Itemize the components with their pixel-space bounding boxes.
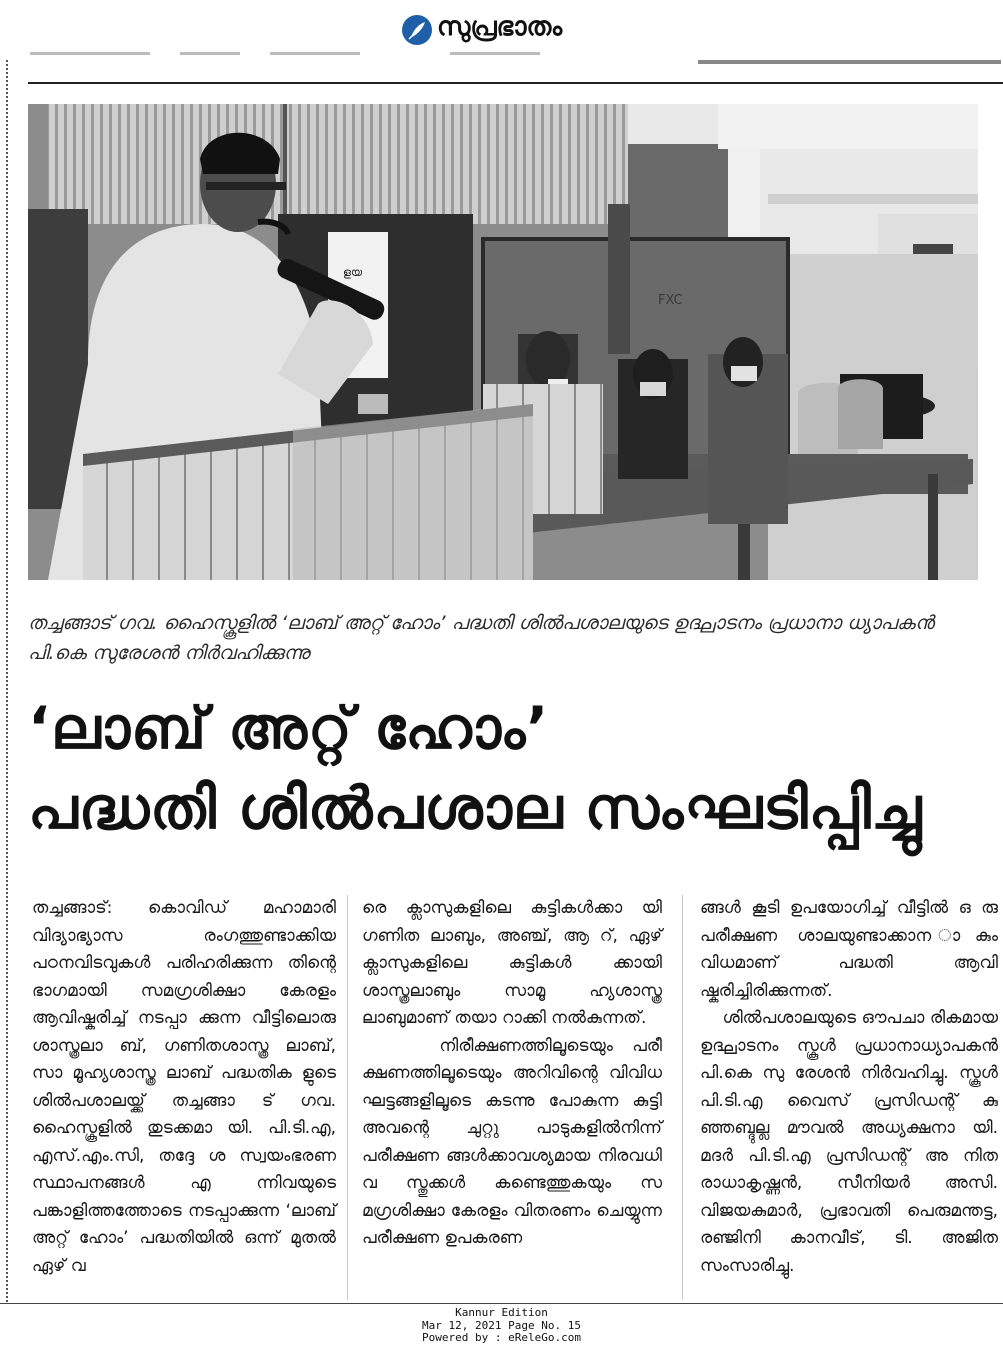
footer-date-page: Mar 12, 2021 Page No. 15	[422, 1318, 581, 1332]
headline	[28, 688, 996, 848]
sign-text: ളയ	[343, 266, 363, 279]
news-photo	[28, 104, 978, 580]
article-column-1: തച്ചങ്ങാട്: കൊവിഡ് മഹാമാരി വിദ്യാഭ്യാസ രംഗത്തുണ്ടാക്കിയ പഠനവിടവുകൾ പരിഹരിക്കുന്ന തിന്റെ ഭാഗമായി സമഗ്രശിക്ഷാ കേരളം ആവിഷ്കരിച്ച് നടപ്പാ ക്കുന്ന വീട്ടിലൊരു ശാസ്ത്രലാ ബ്, ഗണിതശാസ്ത്ര ലാബ്, സാ മൂഹ്യശാസ്ത്ര ലാബ് പദ്ധതിക ളുടെ ശിൽപശാലയ്ക്ക് തച്ചങ്ങാ ട് ഗവ. ഹൈസ്കൂളിൽ തുടക്കമാ യി. പി.ടി.എ, എസ്.എം.സി, തദ്ദേ ശ സ്വയംഭരണ സ്ഥാപനങ്ങൾ എ ന്നിവയുടെ പങ്കാളിത്തത്തോടെ നടപ്പാക്കുന്ന ‘ലാബ് അറ്റ് ഹോം’ പദ്ധതിയിൽ ഒന്ന് മുതൽ ഏഴ് വ	[32, 898, 342, 1276]
photo-caption: തച്ചങ്ങാട് ഗവ. ഹൈസ്കൂളിൽ ‘ലാബ് അറ്റ് ഹോം’ പദ്ധതി ശിൽപശാലയുടെ ഉദ്ഘാടനം പ്രധാനാ ധ്യാപകൻ പി.കെ സുരേശൻ നിർവഹിക്കുന്നു	[28, 612, 934, 664]
column-divider	[347, 895, 348, 1300]
footer	[0, 1307, 1003, 1345]
board-mark: FXC	[658, 293, 683, 308]
feather-pen-icon	[402, 15, 432, 45]
page-edge-dots	[6, 60, 8, 1302]
column-divider	[682, 895, 683, 1300]
header-bar	[698, 60, 1001, 64]
footer-powered-by[interactable]: Powered by : eReleGo.com	[422, 1331, 581, 1344]
top-rule	[28, 82, 1003, 84]
faint-header-strip	[30, 52, 670, 60]
bottom-rule	[0, 1303, 1003, 1304]
article-column-3: ങ്ങൾ കൂടി ഉപയോഗിച്ച് വീട്ടിൽ ഒ രു പരീക്ഷണ ശാലയുണ്ടാക്കാന ാകും വിധമാണ് പദ്ധതി ആവി ഷ്കരിച്ചിരിക്കുന്നത്. ശിൽപശാലയുടെ ഔപചാ രികമായ ഉദ്ഘാടനം സ്കൂൾ പ്രധാനാധ്യാപകൻ പി.കെ സു രേശൻ നിർവഹിച്ചു. സ്കൂൾ പി.ടി.എ വൈസ് പ്രസിഡന്റ് കു ഞ്ഞബ്ദുല്ല മൗവൽ അധ്യക്ഷനാ യി. മദർ പി.ടി.എ പ്രസിഡന്റ് അ നിത രാധാകൃഷ്ണൻ, സീനിയർ അസി. വിജയകുമാർ, പ്രഭാവതി പെരുമന്തട്ട, രഞ്ജിനി കാനവീട്, ടി. അജിത സംസാരിച്ചു.	[700, 898, 998, 1276]
article-column-2: രെ ക്ലാസുകളിലെ കുട്ടികൾക്കാ യി ഗണിത ലാബും, അഞ്ച്, ആ റ്, ഏഴ് ക്ലാസുകളിലെ കുട്ടികൾ ക്കായി ശാസ്ത്രലാബും സാമൂ ഹ്യശാസ്ത്ര ലാബുമാണ് തയാ റാക്കി നൽകുന്നത്. നിരീക്ഷണത്തിലൂടെയും പരീ ക്ഷണത്തിലൂടെയും അറിവിന്റെ വിവിധ ഘട്ടങ്ങളിലൂടെ കടന്നു പോകുന്ന കുട്ടി അവന്റെ ചുറ്റു പാടുകളിൽനിന്ന് പരീക്ഷണ ങ്ങൾക്കാവശ്യമായ നിരവധി വ സ്തുക്കൾ കണ്ടെത്തുകയും സ മഗ്രശിക്ഷാ കേരളം വിതരണം ചെയ്യുന്ന പരീക്ഷണ ഉപകരണ	[362, 898, 662, 1248]
headline-line-1: ‘ലാബ് അറ്റ് ഹോം’	[28, 694, 550, 762]
masthead	[0, 0, 1003, 58]
newspaper-title: സുപ്രഭാതം	[437, 12, 563, 42]
footer-edition: Kannur Edition	[455, 1306, 548, 1319]
headline-line-2: പദ്ധതി ശിൽപശാല സംഘടിപ്പിച്ചു	[28, 774, 923, 842]
